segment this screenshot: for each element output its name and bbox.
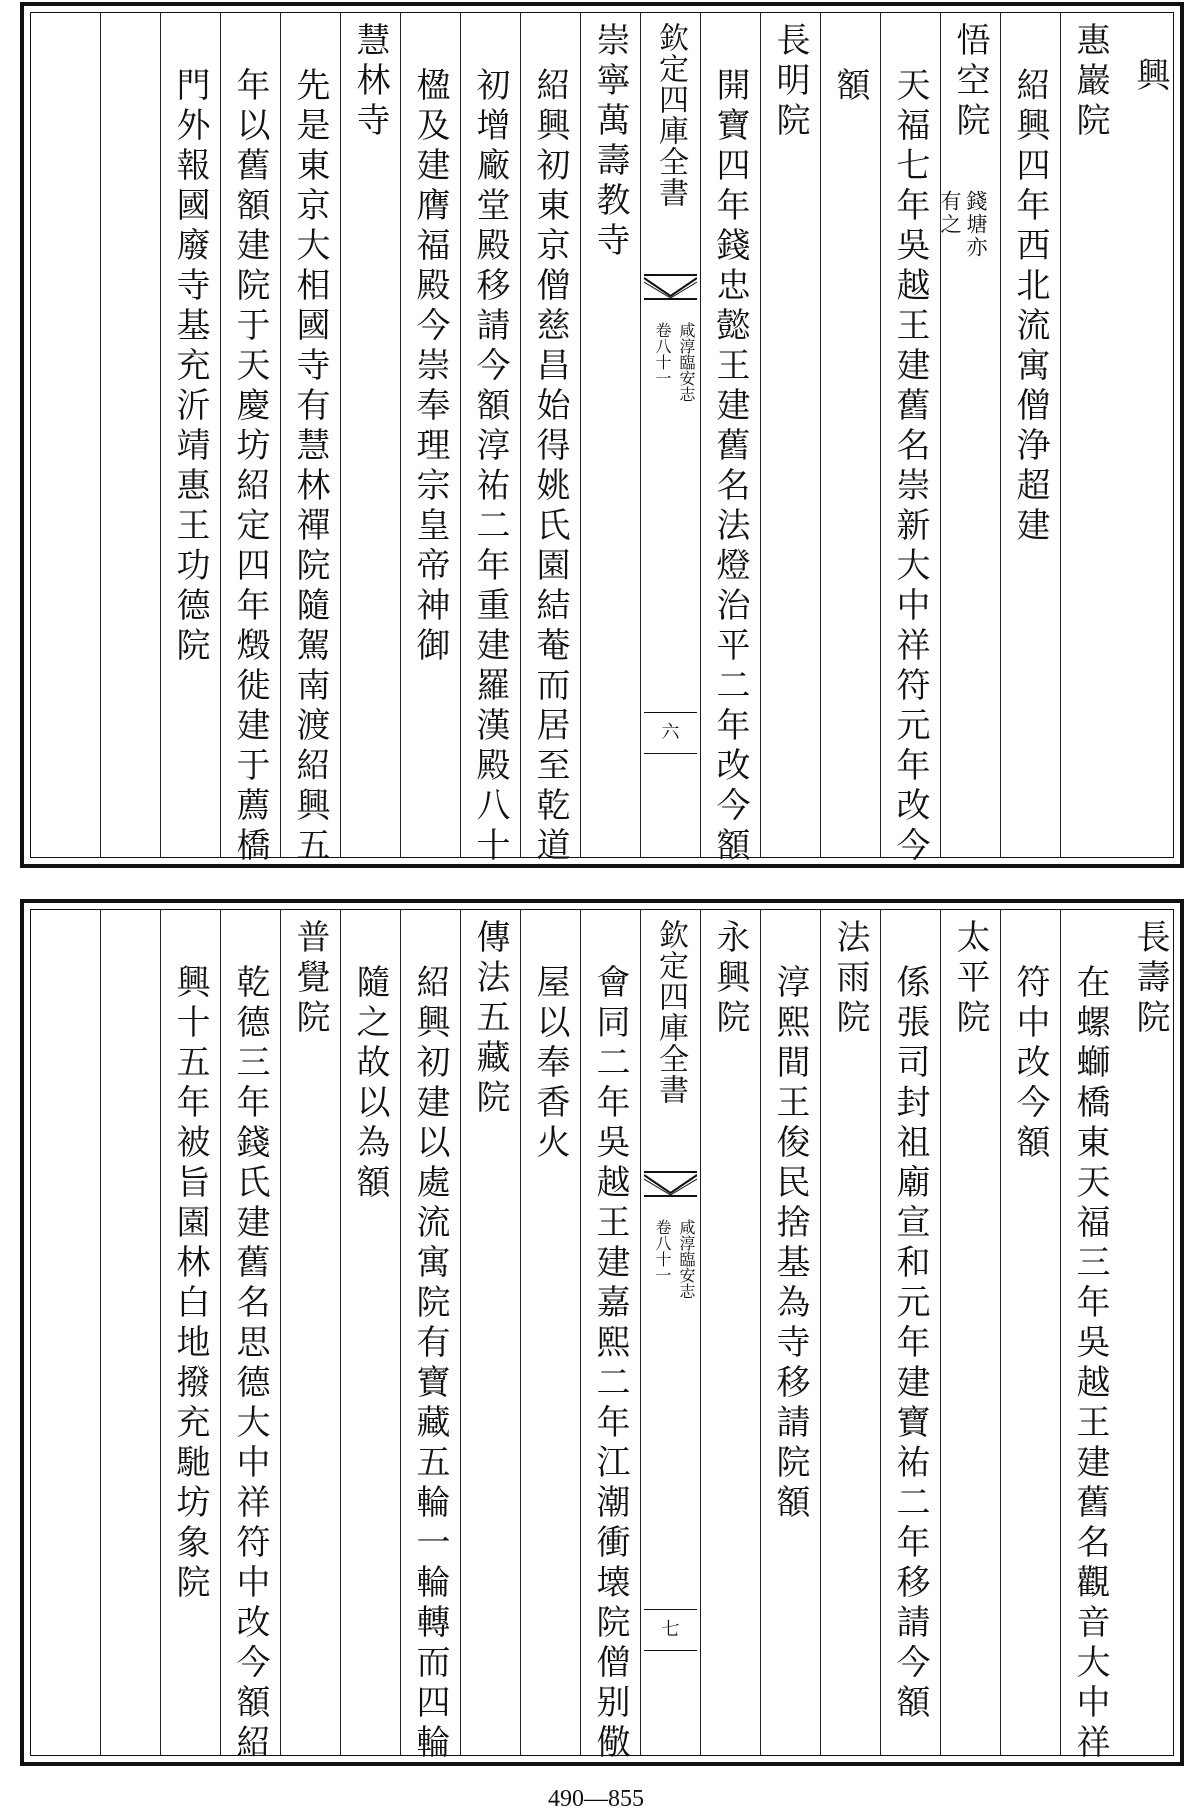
frame-title: 欽定四庫全書 <box>653 22 688 208</box>
column <box>280 909 340 1756</box>
column <box>340 909 400 1756</box>
column <box>700 12 760 867</box>
column <box>1000 909 1060 1756</box>
column <box>160 12 220 858</box>
column <box>520 12 580 867</box>
column-text: 楹及建膺福殿今崇奉理宗皇帝神御 <box>410 67 450 667</box>
frame-volume-title: 咸淳臨安志 <box>677 1219 696 1299</box>
column <box>700 909 760 1756</box>
column-text: 淳熙間王俊民捨基為寺移請院額 <box>770 964 810 1524</box>
column <box>940 12 1000 858</box>
section-heading: 慧林寺 <box>350 22 390 142</box>
column <box>940 909 1000 1756</box>
column <box>1060 909 1120 1764</box>
frame-volume-number: 卷八十一 <box>653 322 672 386</box>
column <box>820 12 880 858</box>
section-heading: 惠巖院 <box>1070 22 1110 142</box>
frame-title: 欽定四庫全書 <box>653 919 688 1105</box>
column <box>520 909 580 1756</box>
column <box>460 12 520 867</box>
column <box>820 909 880 1756</box>
column <box>30 12 100 858</box>
center-frame-column <box>640 909 700 1756</box>
column <box>400 909 460 1764</box>
column <box>100 909 160 1756</box>
column-text: 隨之故以為額 <box>350 964 390 1204</box>
column <box>220 909 280 1764</box>
column <box>760 909 820 1756</box>
column-text: 先是東京大相國寺有慧林禪院隨駕南渡紹興五 <box>290 67 330 867</box>
column-text: 乾德三年錢氏建舊名思德大中祥符中改今額紹 <box>230 964 270 1764</box>
column <box>580 12 640 858</box>
section-heading: 崇寧萬壽教寺 <box>590 22 630 262</box>
column-text: 門外報國廢寺基充沂靖惠王功德院 <box>170 67 210 667</box>
annotation-note: 有之 <box>938 190 962 236</box>
column-text: 屋以奉香火 <box>530 964 570 1164</box>
column <box>580 909 640 1764</box>
center-frame-column <box>640 12 700 858</box>
column <box>460 909 520 1756</box>
column-text: 紹興初東京僧慈昌始得姚氏園結菴而居至乾道 <box>530 67 570 867</box>
column-text: 會同二年吳越王建嘉熙二年江潮衝壊院僧别儆 <box>590 964 630 1764</box>
column-text: 係張司封祖廟宣和元年建寶祐二年移請今額 <box>890 964 930 1724</box>
column <box>1060 12 1120 858</box>
bottom-page-panel <box>20 899 1184 1766</box>
column-text: 天福七年吳越王建舊名崇新大中祥符元年改今 <box>890 67 930 867</box>
section-heading: 太平院 <box>950 919 990 1039</box>
column <box>1120 12 1180 858</box>
column-text: 興十五年被旨園林白地撥充馳坊象院 <box>170 964 210 1604</box>
frame-volume-number: 卷八十一 <box>653 1219 672 1283</box>
column <box>1120 909 1180 1756</box>
column-text: 紹興初建以處流寓院有寶藏五輪一輪轉而四輪 <box>410 964 450 1764</box>
frame-page-number: 七 <box>644 1609 697 1651</box>
column <box>760 12 820 858</box>
section-heading: 長明院 <box>770 22 810 142</box>
column-text: 額 <box>830 67 870 107</box>
column <box>340 12 400 858</box>
section-heading: 悟空院 <box>950 22 990 142</box>
column-text: 開寶四年錢忠懿王建舊名法燈治平二年改今額 <box>710 67 750 867</box>
column <box>100 12 160 858</box>
column <box>30 909 100 1756</box>
top-page-panel <box>20 2 1184 868</box>
section-heading: 普覺院 <box>290 919 330 1039</box>
frame-page-number: 六 <box>644 712 697 754</box>
column <box>400 12 460 858</box>
column <box>880 12 940 867</box>
frame-volume-title: 咸淳臨安志 <box>677 322 696 402</box>
column-text: 在螺螄橋東天福三年吳越王建舊名觀音大中祥 <box>1070 964 1110 1764</box>
fish-tail-ornament <box>644 274 697 300</box>
annotation-note: 錢塘亦 <box>964 190 988 259</box>
column <box>280 12 340 867</box>
section-heading: 傳法五藏院 <box>470 919 510 1119</box>
column-text: 符中改今額 <box>1010 964 1050 1164</box>
section-heading: 長壽院 <box>1130 919 1170 1039</box>
section-heading: 永興院 <box>710 919 750 1039</box>
fish-tail-ornament <box>644 1171 697 1197</box>
column <box>220 12 280 867</box>
column-text: 興 <box>1130 57 1170 97</box>
section-heading: 法雨院 <box>830 919 870 1039</box>
column-text: 年以舊額建院于天慶坊紹定四年燬徙建于薦橋 <box>230 67 270 867</box>
column-text: 初增廠堂殿移請今額淳祐二年重建羅漢殿八十 <box>470 67 510 867</box>
column <box>880 909 940 1756</box>
column <box>160 909 220 1756</box>
page-number: 490—855 <box>548 1786 644 1812</box>
column-text: 紹興四年西北流寓僧浄超建 <box>1010 67 1050 547</box>
column <box>1000 12 1060 858</box>
